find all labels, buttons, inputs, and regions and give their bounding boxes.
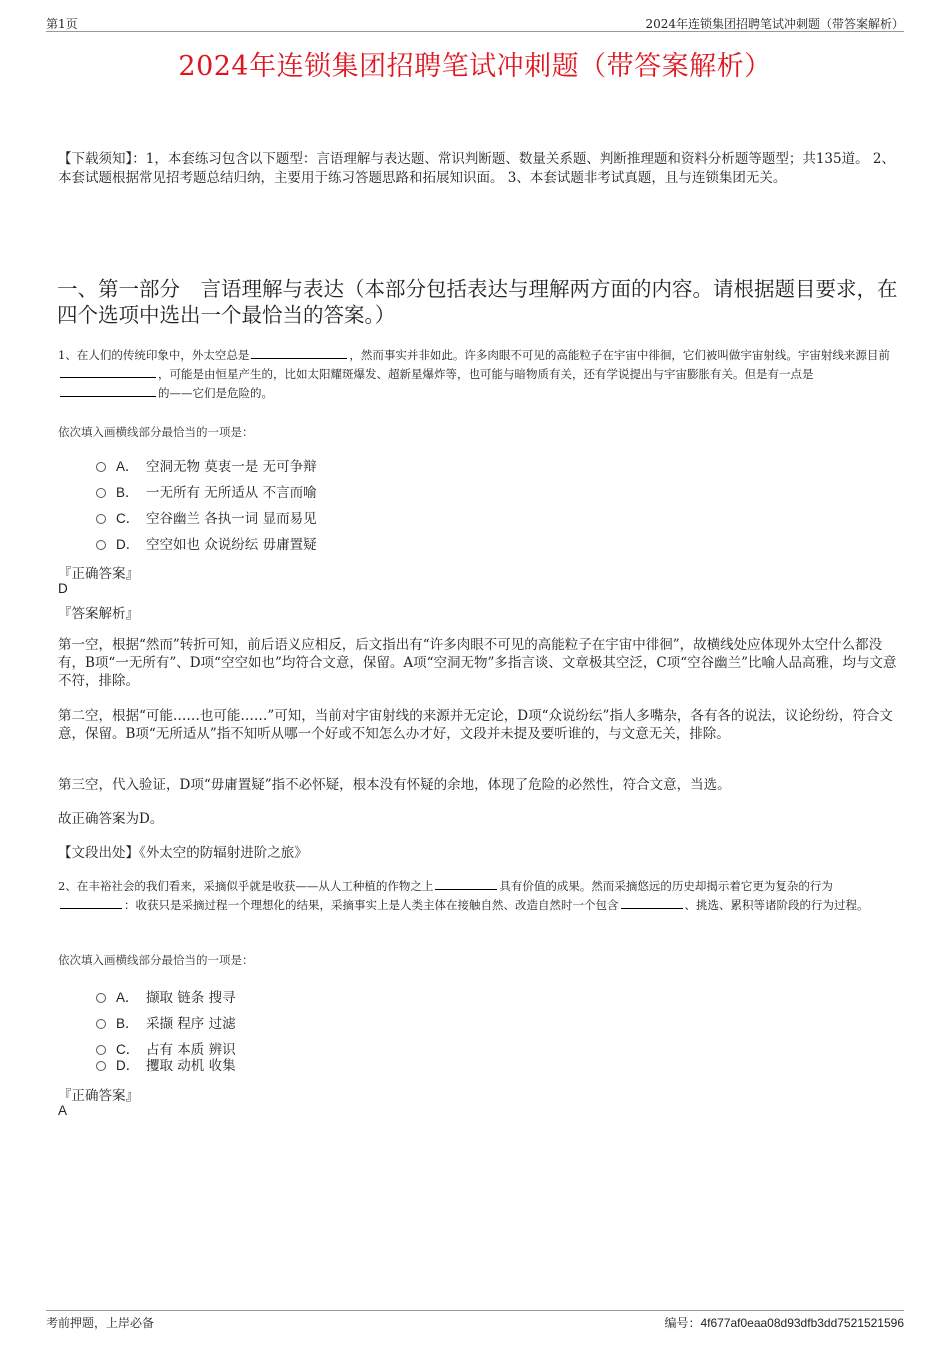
option-text: 撷取 链条 搜寻	[146, 990, 236, 1006]
q1-option-a[interactable]	[96, 455, 317, 475]
analysis-paragraph: 第三空，代入验证，D项“毋庸置疑”指不必怀疑，根本没有怀疑的余地，体现了危险的必然性，符合文意，当选。	[58, 777, 731, 793]
q1-option-d[interactable]	[96, 533, 317, 553]
code-value: 4f677af0eaa08d93dfb3dd7521521596	[700, 1316, 904, 1330]
option-letter: D．	[116, 537, 140, 552]
question-2-text-part: 具有价值的成果。然而采摘悠远的历史却揭示着它更为复杂的行为	[499, 879, 833, 893]
radio-icon[interactable]	[96, 993, 106, 1003]
q1-option-b[interactable]	[96, 481, 317, 501]
running-header-title: 2024年连锁集团招聘笔试冲刺题（带答案解析）	[645, 17, 904, 31]
option-letter: A．	[116, 459, 139, 474]
analysis-paragraph: 第二空，根据“可能……也可能……”可知，当前对宇宙射线的来源并无定论，D项“众说纷纭”指人多嘴杂，各有各的说法，议论纷纷，符合文意，保留。B项“无所适从”指不知听从哪一个好或不知怎么办才好，文段并未提及要听谁的，与文意无关，排除。	[58, 708, 893, 742]
radio-icon[interactable]	[96, 1061, 106, 1071]
question-2-text-part: 2、在丰裕社会的我们看来，采摘似乎就是收获——从人工种植的作物之上	[58, 879, 434, 893]
q2-option-d[interactable]	[96, 1054, 236, 1074]
radio-icon[interactable]	[96, 462, 106, 472]
question-1-text-part: ，然而事实并非如此。许多肉眼不可见的高能粒子在宇宙中徘徊，它们被叫做宇宙射线。宇宙射线来源目前	[349, 348, 890, 362]
answer-label: 『正确答案』	[58, 1088, 139, 1104]
question-1-prompt: 依次填入画横线部分最恰当的一项是：	[58, 425, 254, 439]
header-divider	[46, 31, 904, 32]
option-letter: A．	[116, 990, 139, 1005]
question-1-text-part: ，可能是由恒星产生的，比如太阳耀斑爆发、超新星爆炸等，也可能与暗物质有关，还有学说提出与宇宙膨胀有关。但是有一点是	[158, 367, 814, 381]
answer-label: 『正确答案』	[58, 566, 139, 582]
option-letter: C．	[116, 511, 140, 526]
option-text: 空谷幽兰 各执一词 显而易见	[146, 511, 317, 527]
document-title: 2024年连锁集团招聘笔试冲刺题（带答案解析）	[178, 51, 772, 82]
page-number: 第1页	[46, 17, 78, 31]
correct-answer: A	[58, 1103, 68, 1118]
option-text: 占有 本质 辨识	[146, 1042, 236, 1058]
section-heading: 一、第一部分 言语理解与表达（本部分包括表达与理解两方面的内容。请根据题目要求，在四个选项中选出一个最恰当的答案。）	[57, 277, 898, 327]
radio-icon[interactable]	[96, 488, 106, 498]
answer-blank	[621, 897, 683, 909]
answer-blank	[435, 878, 497, 890]
option-text: 空洞无物 莫衷一是 无可争辩	[146, 459, 317, 475]
footer-slogan: 考前押题，上岸必备	[46, 1316, 155, 1330]
radio-icon[interactable]	[96, 514, 106, 524]
option-text: 一无所有 无所适从 不言而喻	[146, 485, 317, 501]
question-1-stem	[58, 346, 898, 403]
question-2-prompt: 依次填入画横线部分最恰当的一项是：	[58, 953, 254, 967]
answer-blank	[251, 347, 347, 359]
option-letter: C．	[116, 1042, 140, 1057]
option-letter: B．	[116, 485, 139, 500]
download-notice: 【下载须知】：1，本套练习包含以下题型：言语理解与表达题、常识判断题、数量关系题、判断推理题和资料分析题等题型；共135道。 2、本套试题根据常见招考题总结归纳，主要用于练习答题思路和拓展知识面。 3、本套试题非考试真题，且与连锁集团无关。	[58, 151, 895, 186]
answer-blank	[60, 366, 156, 378]
radio-icon[interactable]	[96, 1019, 106, 1029]
passage-source: 【文段出处】《外太空的防辐射进阶之旅》	[58, 845, 308, 861]
radio-icon[interactable]	[96, 540, 106, 550]
analysis-label: 『答案解析』	[58, 606, 139, 622]
q2-option-a[interactable]	[96, 986, 236, 1006]
document-code	[664, 1314, 904, 1331]
correct-answer: D	[58, 581, 68, 596]
question-2-text-part: ：收获只是采摘过程一个理想化的结果，采摘事实上是人类主体在接触自然、改造自然时一个包含	[124, 898, 619, 912]
question-1-text-part: 1、在人们的传统印象中，外太空总是	[58, 348, 250, 362]
question-1-text-part: 的——它们是危险的。	[158, 386, 273, 400]
answer-blank	[60, 897, 122, 909]
answer-blank	[60, 385, 156, 397]
analysis-paragraph: 第一空，根据“然而”转折可知，前后语义应相反，后文指出有“许多肉眼不可见的高能粒子在宇宙中徘徊”，故横线处应体现外太空什么都没有，B项“一无所有”、D项“空空如也”均符合文意，保留。A项“空洞无物”多指言谈、文章极其空泛，C项“空谷幽兰”比喻人品高雅，均与文意不符，排除。	[58, 637, 897, 689]
q1-option-c[interactable]	[96, 507, 317, 527]
footer-divider	[46, 1310, 904, 1311]
option-letter: B．	[116, 1016, 139, 1031]
option-letter: D．	[116, 1058, 140, 1073]
option-text: 采撷 程序 过滤	[146, 1016, 236, 1032]
q2-option-b[interactable]	[96, 1012, 236, 1032]
option-text: 攫取 动机 收集	[146, 1058, 236, 1074]
option-text: 空空如也 众说纷纭 毋庸置疑	[146, 537, 317, 553]
question-2-stem	[58, 877, 898, 915]
answer-conclusion: 故正确答案为D。	[58, 811, 164, 827]
question-2-text-part: 、挑选、累积等诸阶段的行为过程。	[684, 898, 869, 912]
code-label: 编号：	[664, 1316, 701, 1330]
